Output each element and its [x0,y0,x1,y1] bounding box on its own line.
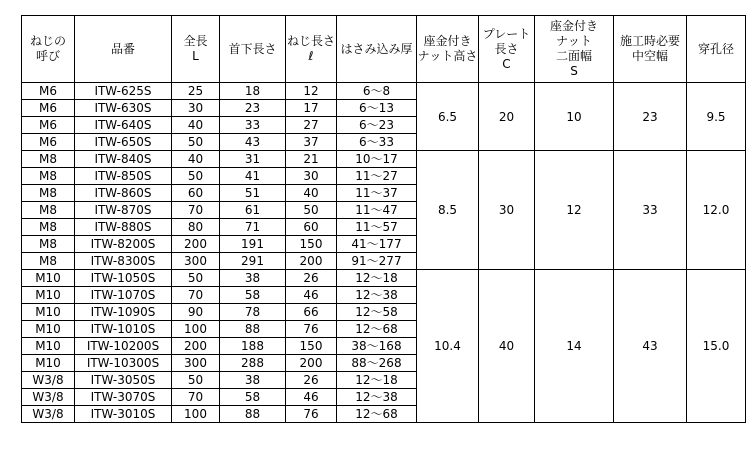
header-nut-height [417,16,479,83]
header-text: ナット高さ [417,49,478,63]
header-text: ナット [556,34,592,48]
cell-nut-height: 6.5 [417,83,479,151]
cell-total-length: 200 [172,236,220,253]
cell-total-length: 300 [172,355,220,372]
cell-drill-diameter: 12.0 [687,151,746,270]
cell-under-head-length: 38 [220,372,286,389]
cell-total-length: 70 [172,202,220,219]
cell-grip-range: 12～18 [337,270,417,287]
header-text: 座金付き [423,34,472,48]
cell-part-number: ITW-8300S [75,253,172,270]
cell-grip-range: 10～17 [337,151,417,168]
cell-under-head-length: 188 [220,338,286,355]
cell-under-head-length: 288 [220,355,286,372]
cell-nut-width: 12 [535,151,614,270]
cell-total-length: 300 [172,253,220,270]
header-grip-range [337,16,417,83]
cell-thread-size: M8 [22,236,75,253]
header-text: 座金付き [549,19,598,33]
cell-thread-length: 12 [286,83,337,100]
cell-grip-range: 11～47 [337,202,417,219]
cell-thread-size: M10 [22,338,75,355]
cell-grip-range: 12～38 [337,389,417,406]
cell-under-head-length: 61 [220,202,286,219]
cell-thread-length: 21 [286,151,337,168]
cell-thread-size: M6 [22,134,75,151]
cell-plate-length: 40 [479,270,535,423]
cell-under-head-length: 51 [220,185,286,202]
cell-thread-size: M8 [22,168,75,185]
cell-thread-size: M10 [22,287,75,304]
header-thread-size [22,16,75,83]
header-text: C [502,56,511,71]
cell-grip-range: 11～37 [337,185,417,202]
cell-grip-range: 6～13 [337,100,417,117]
cell-under-head-length: 41 [220,168,286,185]
cell-nut-height: 8.5 [417,151,479,270]
header-text: 穿孔径 [697,41,734,56]
header-row [22,16,746,83]
header-text: 首下長さ [228,41,277,56]
header-plate-length [479,16,535,83]
cell-grip-range: 88～268 [337,355,417,372]
cell-thread-length: 76 [286,406,337,423]
cell-grip-range: 6～23 [337,117,417,134]
cell-part-number: ITW-650S [75,134,172,151]
cell-part-number: ITW-8200S [75,236,172,253]
cell-total-length: 30 [172,100,220,117]
cell-part-number: ITW-850S [75,168,172,185]
table-row [22,83,746,100]
cell-under-head-length: 88 [220,406,286,423]
header-text: 二面幅 [555,49,592,63]
header-text: 呼び [35,49,60,63]
cell-thread-size: W3/8 [22,406,75,423]
cell-grip-range: 12～58 [337,304,417,321]
cell-under-head-length: 33 [220,117,286,134]
header-text: L [192,49,199,63]
cell-part-number: ITW-870S [75,202,172,219]
cell-thread-length: 37 [286,134,337,151]
cell-thread-size: M6 [22,100,75,117]
cell-total-length: 60 [172,185,220,202]
cell-thread-length: 46 [286,389,337,406]
header-total-length [172,16,220,83]
cell-grip-range: 11～27 [337,168,417,185]
header-thread-length [286,16,337,83]
table-row [22,270,746,287]
cell-part-number: ITW-1050S [75,270,172,287]
cell-part-number: ITW-10200S [75,338,172,355]
cell-thread-length: 40 [286,185,337,202]
table-header [22,16,746,83]
header-text: ねじ長さ [286,34,335,48]
cell-total-length: 50 [172,372,220,389]
header-text: 中空幅 [631,49,668,63]
cell-part-number: ITW-1090S [75,304,172,321]
cell-hollow-width: 43 [614,270,687,423]
cell-thread-size: M10 [22,270,75,287]
cell-part-number: ITW-840S [75,151,172,168]
cell-thread-length: 60 [286,219,337,236]
header-hollow-width [614,16,687,83]
cell-part-number: ITW-860S [75,185,172,202]
cell-thread-length: 30 [286,168,337,185]
cell-total-length: 200 [172,338,220,355]
cell-under-head-length: 191 [220,236,286,253]
cell-under-head-length: 291 [220,253,286,270]
cell-part-number: ITW-630S [75,100,172,117]
header-under-head-length [220,16,286,83]
cell-nut-height: 10.4 [417,270,479,423]
cell-thread-length: 26 [286,372,337,389]
cell-part-number: ITW-3070S [75,389,172,406]
cell-total-length: 40 [172,117,220,134]
cell-thread-size: M8 [22,202,75,219]
cell-under-head-length: 38 [220,270,286,287]
cell-thread-size: M10 [22,304,75,321]
cell-grip-range: 12～38 [337,287,417,304]
cell-thread-size: W3/8 [22,389,75,406]
cell-thread-length: 66 [286,304,337,321]
header-nut-width [535,16,614,83]
cell-thread-size: M8 [22,253,75,270]
cell-grip-range: 12～68 [337,321,417,338]
cell-part-number: ITW-3050S [75,372,172,389]
cell-nut-width: 14 [535,270,614,423]
cell-thread-size: M8 [22,185,75,202]
cell-thread-length: 46 [286,287,337,304]
cell-thread-length: 150 [286,236,337,253]
header-text: 長さ [494,41,519,56]
cell-under-head-length: 71 [220,219,286,236]
header-drill-diameter [687,16,746,83]
spec-table [21,15,746,423]
cell-total-length: 50 [172,134,220,151]
cell-total-length: 25 [172,83,220,100]
cell-part-number: ITW-3010S [75,406,172,423]
cell-grip-range: 6～33 [337,134,417,151]
cell-under-head-length: 88 [220,321,286,338]
header-text: S [570,64,578,78]
cell-part-number: ITW-1010S [75,321,172,338]
cell-thread-size: M8 [22,151,75,168]
cell-grip-range: 91～277 [337,253,417,270]
cell-thread-length: 200 [286,355,337,372]
cell-thread-length: 50 [286,202,337,219]
cell-part-number: ITW-1070S [75,287,172,304]
cell-hollow-width: 33 [614,151,687,270]
cell-thread-size: M10 [22,355,75,372]
cell-under-head-length: 58 [220,389,286,406]
header-part-number [75,16,172,83]
cell-plate-length: 20 [479,83,535,151]
cell-thread-length: 27 [286,117,337,134]
cell-grip-range: 12～18 [337,372,417,389]
cell-under-head-length: 43 [220,134,286,151]
header-text: 全長 [183,34,208,48]
cell-total-length: 70 [172,287,220,304]
cell-part-number: ITW-640S [75,117,172,134]
cell-total-length: 50 [172,168,220,185]
table-body [22,83,746,423]
cell-total-length: 40 [172,151,220,168]
cell-thread-length: 76 [286,321,337,338]
cell-thread-size: M6 [22,83,75,100]
cell-plate-length: 30 [479,151,535,270]
cell-grip-range: 6～8 [337,83,417,100]
cell-under-head-length: 78 [220,304,286,321]
cell-thread-size: M6 [22,117,75,134]
header-text: プレート [482,26,531,41]
cell-total-length: 70 [172,389,220,406]
cell-total-length: 50 [172,270,220,287]
cell-under-head-length: 31 [220,151,286,168]
cell-drill-diameter: 15.0 [687,270,746,423]
cell-hollow-width: 23 [614,83,687,151]
header-text: はさみ込み厚 [340,41,413,56]
cell-thread-size: M10 [22,321,75,338]
cell-grip-range: 11～57 [337,219,417,236]
cell-grip-range: 12～68 [337,406,417,423]
cell-total-length: 90 [172,304,220,321]
cell-thread-length: 26 [286,270,337,287]
header-text: 品番 [110,41,135,56]
cell-grip-range: 41～177 [337,236,417,253]
cell-drill-diameter: 9.5 [687,83,746,151]
cell-thread-length: 200 [286,253,337,270]
header-text: ℓ [308,49,314,63]
table-row [22,151,746,168]
cell-thread-size: M8 [22,219,75,236]
cell-part-number: ITW-10300S [75,355,172,372]
cell-part-number: ITW-880S [75,219,172,236]
cell-grip-range: 38～168 [337,338,417,355]
cell-thread-length: 17 [286,100,337,117]
cell-under-head-length: 18 [220,83,286,100]
cell-thread-length: 150 [286,338,337,355]
cell-under-head-length: 23 [220,100,286,117]
header-text: ねじの [29,34,66,48]
cell-thread-size: W3/8 [22,372,75,389]
cell-total-length: 100 [172,406,220,423]
cell-nut-width: 10 [535,83,614,151]
cell-under-head-length: 58 [220,287,286,304]
header-text: 施工時必要 [619,34,680,48]
cell-total-length: 100 [172,321,220,338]
cell-part-number: ITW-625S [75,83,172,100]
cell-total-length: 80 [172,219,220,236]
